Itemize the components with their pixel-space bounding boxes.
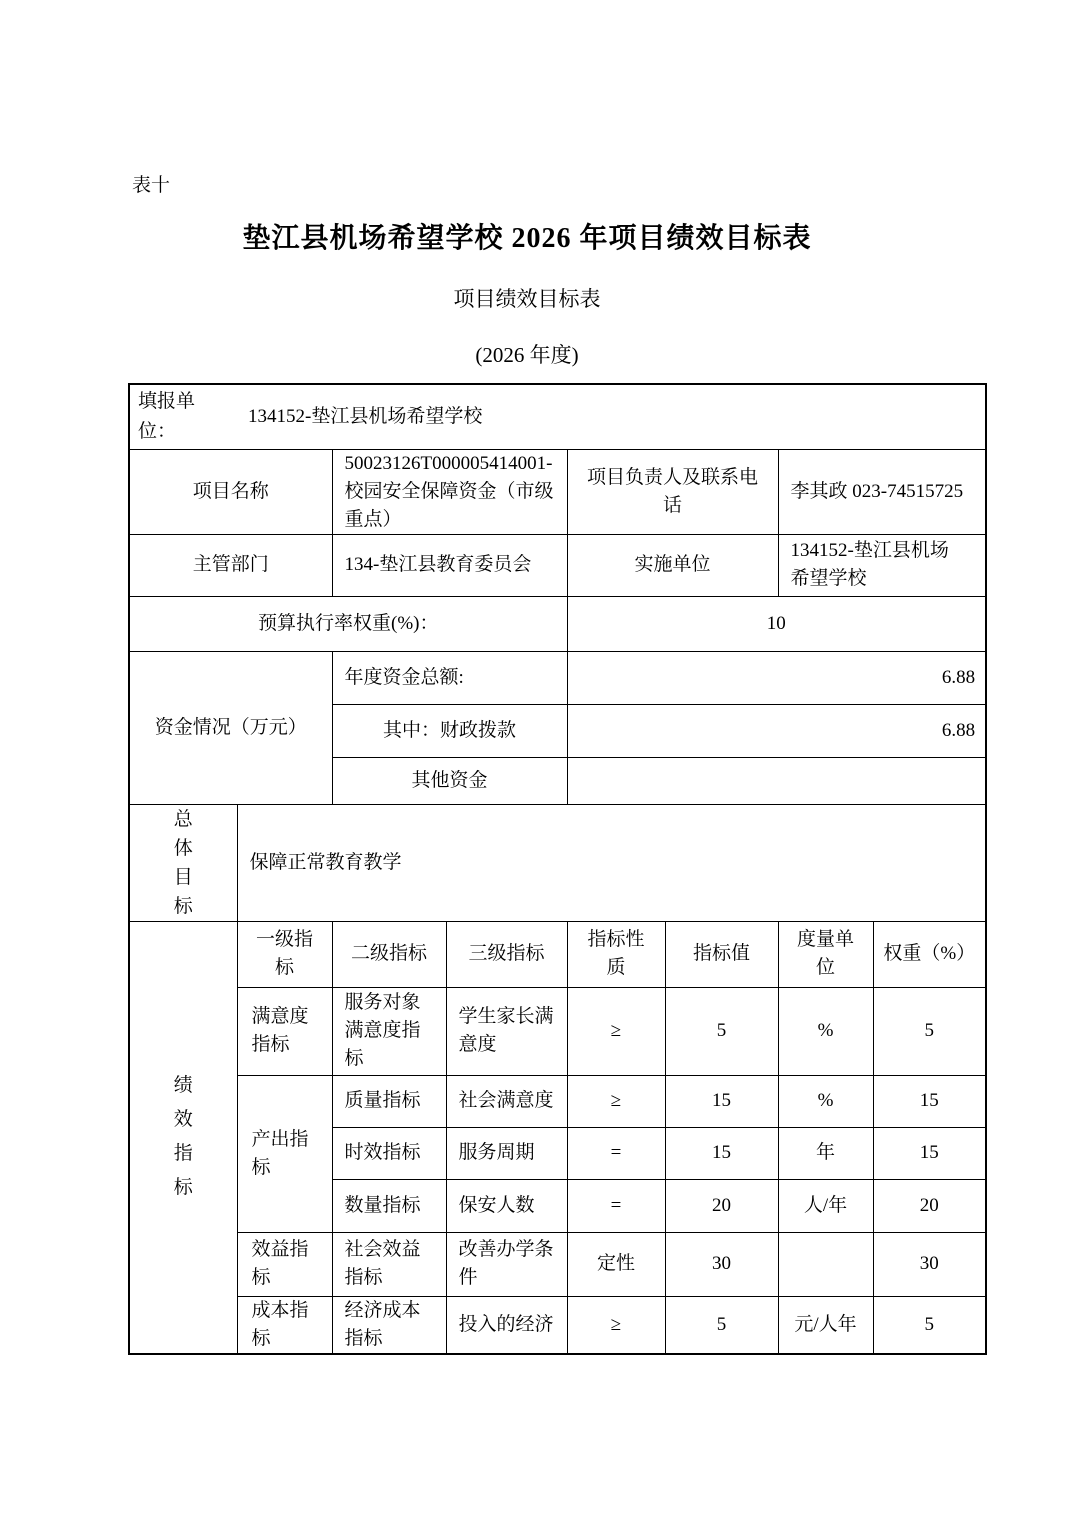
funds-total-label: 年度资金总额: [332, 651, 567, 704]
indicator-level3: 社会满意度 [446, 1075, 567, 1127]
overall-goal-label: 总体目标 [173, 808, 193, 917]
project-name-value: 50023126T000005414001-校园安全保障资金（市级重点） [332, 449, 567, 534]
reporting-unit-value: 134152-垫江县机场希望学校 [248, 405, 483, 427]
indicator-property: ≥ [567, 987, 665, 1075]
table-row [129, 384, 986, 449]
indicator-weight: 20 [873, 1179, 986, 1232]
header-level2: 二级指标 [332, 921, 446, 987]
indicator-unit: 元/人年 [778, 1296, 873, 1354]
table-row [129, 596, 986, 651]
indicator-level3: 学生家长满意度 [446, 987, 567, 1075]
table-number-tag: 表十 [132, 175, 171, 196]
indicator-value: 15 [665, 1075, 778, 1127]
table-row [129, 1296, 986, 1354]
indicator-property: = [567, 1179, 665, 1232]
budget-rate-value: 10 [567, 596, 986, 651]
indicator-value: 30 [665, 1232, 778, 1296]
header-level3: 三级指标 [446, 921, 567, 987]
budget-rate-label: 预算执行率权重(%)： [129, 596, 567, 651]
indicator-unit [778, 1232, 873, 1296]
indicator-level1: 成本指标 [237, 1296, 332, 1354]
indicator-unit: % [778, 987, 873, 1075]
funds-total-value: 6.88 [567, 651, 986, 704]
indicator-weight: 15 [873, 1075, 986, 1127]
indicator-level1: 满意度指标 [237, 987, 332, 1075]
table-row [129, 804, 986, 921]
table-row [129, 449, 986, 534]
indicators-section-label: 绩效指标 [173, 1075, 193, 1198]
indicator-weight: 15 [873, 1127, 986, 1179]
indicator-level3: 投入的经济 [446, 1296, 567, 1354]
table-row [129, 534, 986, 596]
funds-fiscal-label: 其中：财政拨款 [332, 704, 567, 757]
table-row [129, 987, 986, 1075]
indicator-value: 5 [665, 987, 778, 1075]
indicator-level1: 产出指标 [237, 1075, 332, 1232]
indicator-level3: 保安人数 [446, 1179, 567, 1232]
document-subtitle: 项目绩效目标表 [453, 287, 601, 311]
implementing-unit-label: 实施单位 [567, 534, 778, 596]
document-period: (2026 年度) [475, 343, 579, 367]
indicator-level2: 社会效益指标 [332, 1232, 446, 1296]
implementing-unit-value: 134152-垫江县机场希望学校 [778, 534, 986, 596]
funds-section-label: 资金情况（万元） [129, 651, 332, 804]
indicator-property: 定性 [567, 1232, 665, 1296]
indicator-level2: 经济成本指标 [332, 1296, 446, 1354]
funds-fiscal-value: 6.88 [567, 704, 986, 757]
indicator-weight: 5 [873, 1296, 986, 1354]
table-row [129, 1232, 986, 1296]
indicator-level3: 服务周期 [446, 1127, 567, 1179]
funds-other-value [567, 757, 986, 804]
indicator-level1: 效益指标 [237, 1232, 332, 1296]
indicator-level2: 质量指标 [332, 1075, 446, 1127]
department-label: 主管部门 [129, 534, 332, 596]
project-name-label: 项目名称 [129, 449, 332, 534]
indicator-level3: 改善办学条件 [446, 1232, 567, 1296]
indicator-value: 5 [665, 1296, 778, 1354]
table-row [129, 651, 986, 704]
indicator-property: ≥ [567, 1296, 665, 1354]
reporting-unit-wrap [130, 387, 985, 447]
indicator-level2: 时效指标 [332, 1127, 446, 1179]
performance-target-table [128, 383, 987, 1355]
indicators-section-cell [129, 921, 237, 1354]
overall-goal-cell [129, 804, 237, 921]
reporting-unit-label: 填报单位： [138, 390, 196, 442]
indicator-property: = [567, 1127, 665, 1179]
table-row [129, 921, 986, 987]
indicator-value: 20 [665, 1179, 778, 1232]
header-property: 指标性质 [567, 921, 665, 987]
indicator-unit: 年 [778, 1127, 873, 1179]
indicator-weight: 5 [873, 987, 986, 1075]
header-weight: 权重（%） [873, 921, 986, 987]
overall-goal-value: 保障正常教育教学 [237, 804, 986, 921]
indicator-value: 15 [665, 1127, 778, 1179]
indicator-level2: 数量指标 [332, 1179, 446, 1232]
indicator-unit: 人/年 [778, 1179, 873, 1232]
document-title: 垫江县机场希望学校 2026 年项目绩效目标表 [242, 223, 812, 254]
indicator-unit: % [778, 1075, 873, 1127]
funds-other-label: 其他资金 [332, 757, 567, 804]
header-level1: 一级指标 [237, 921, 332, 987]
project-leader-label: 项目负责人及联系电话 [567, 449, 778, 534]
header-value: 指标值 [665, 921, 778, 987]
indicator-property: ≥ [567, 1075, 665, 1127]
header-unit: 度量单位 [778, 921, 873, 987]
indicator-weight: 30 [873, 1232, 986, 1296]
reporting-unit-cell [129, 384, 986, 449]
indicator-level2: 服务对象满意度指标 [332, 987, 446, 1075]
department-value: 134-垫江县教育委员会 [332, 534, 567, 596]
project-leader-value: 李其政 023-74515725 [778, 449, 986, 534]
table-row [129, 1075, 986, 1127]
